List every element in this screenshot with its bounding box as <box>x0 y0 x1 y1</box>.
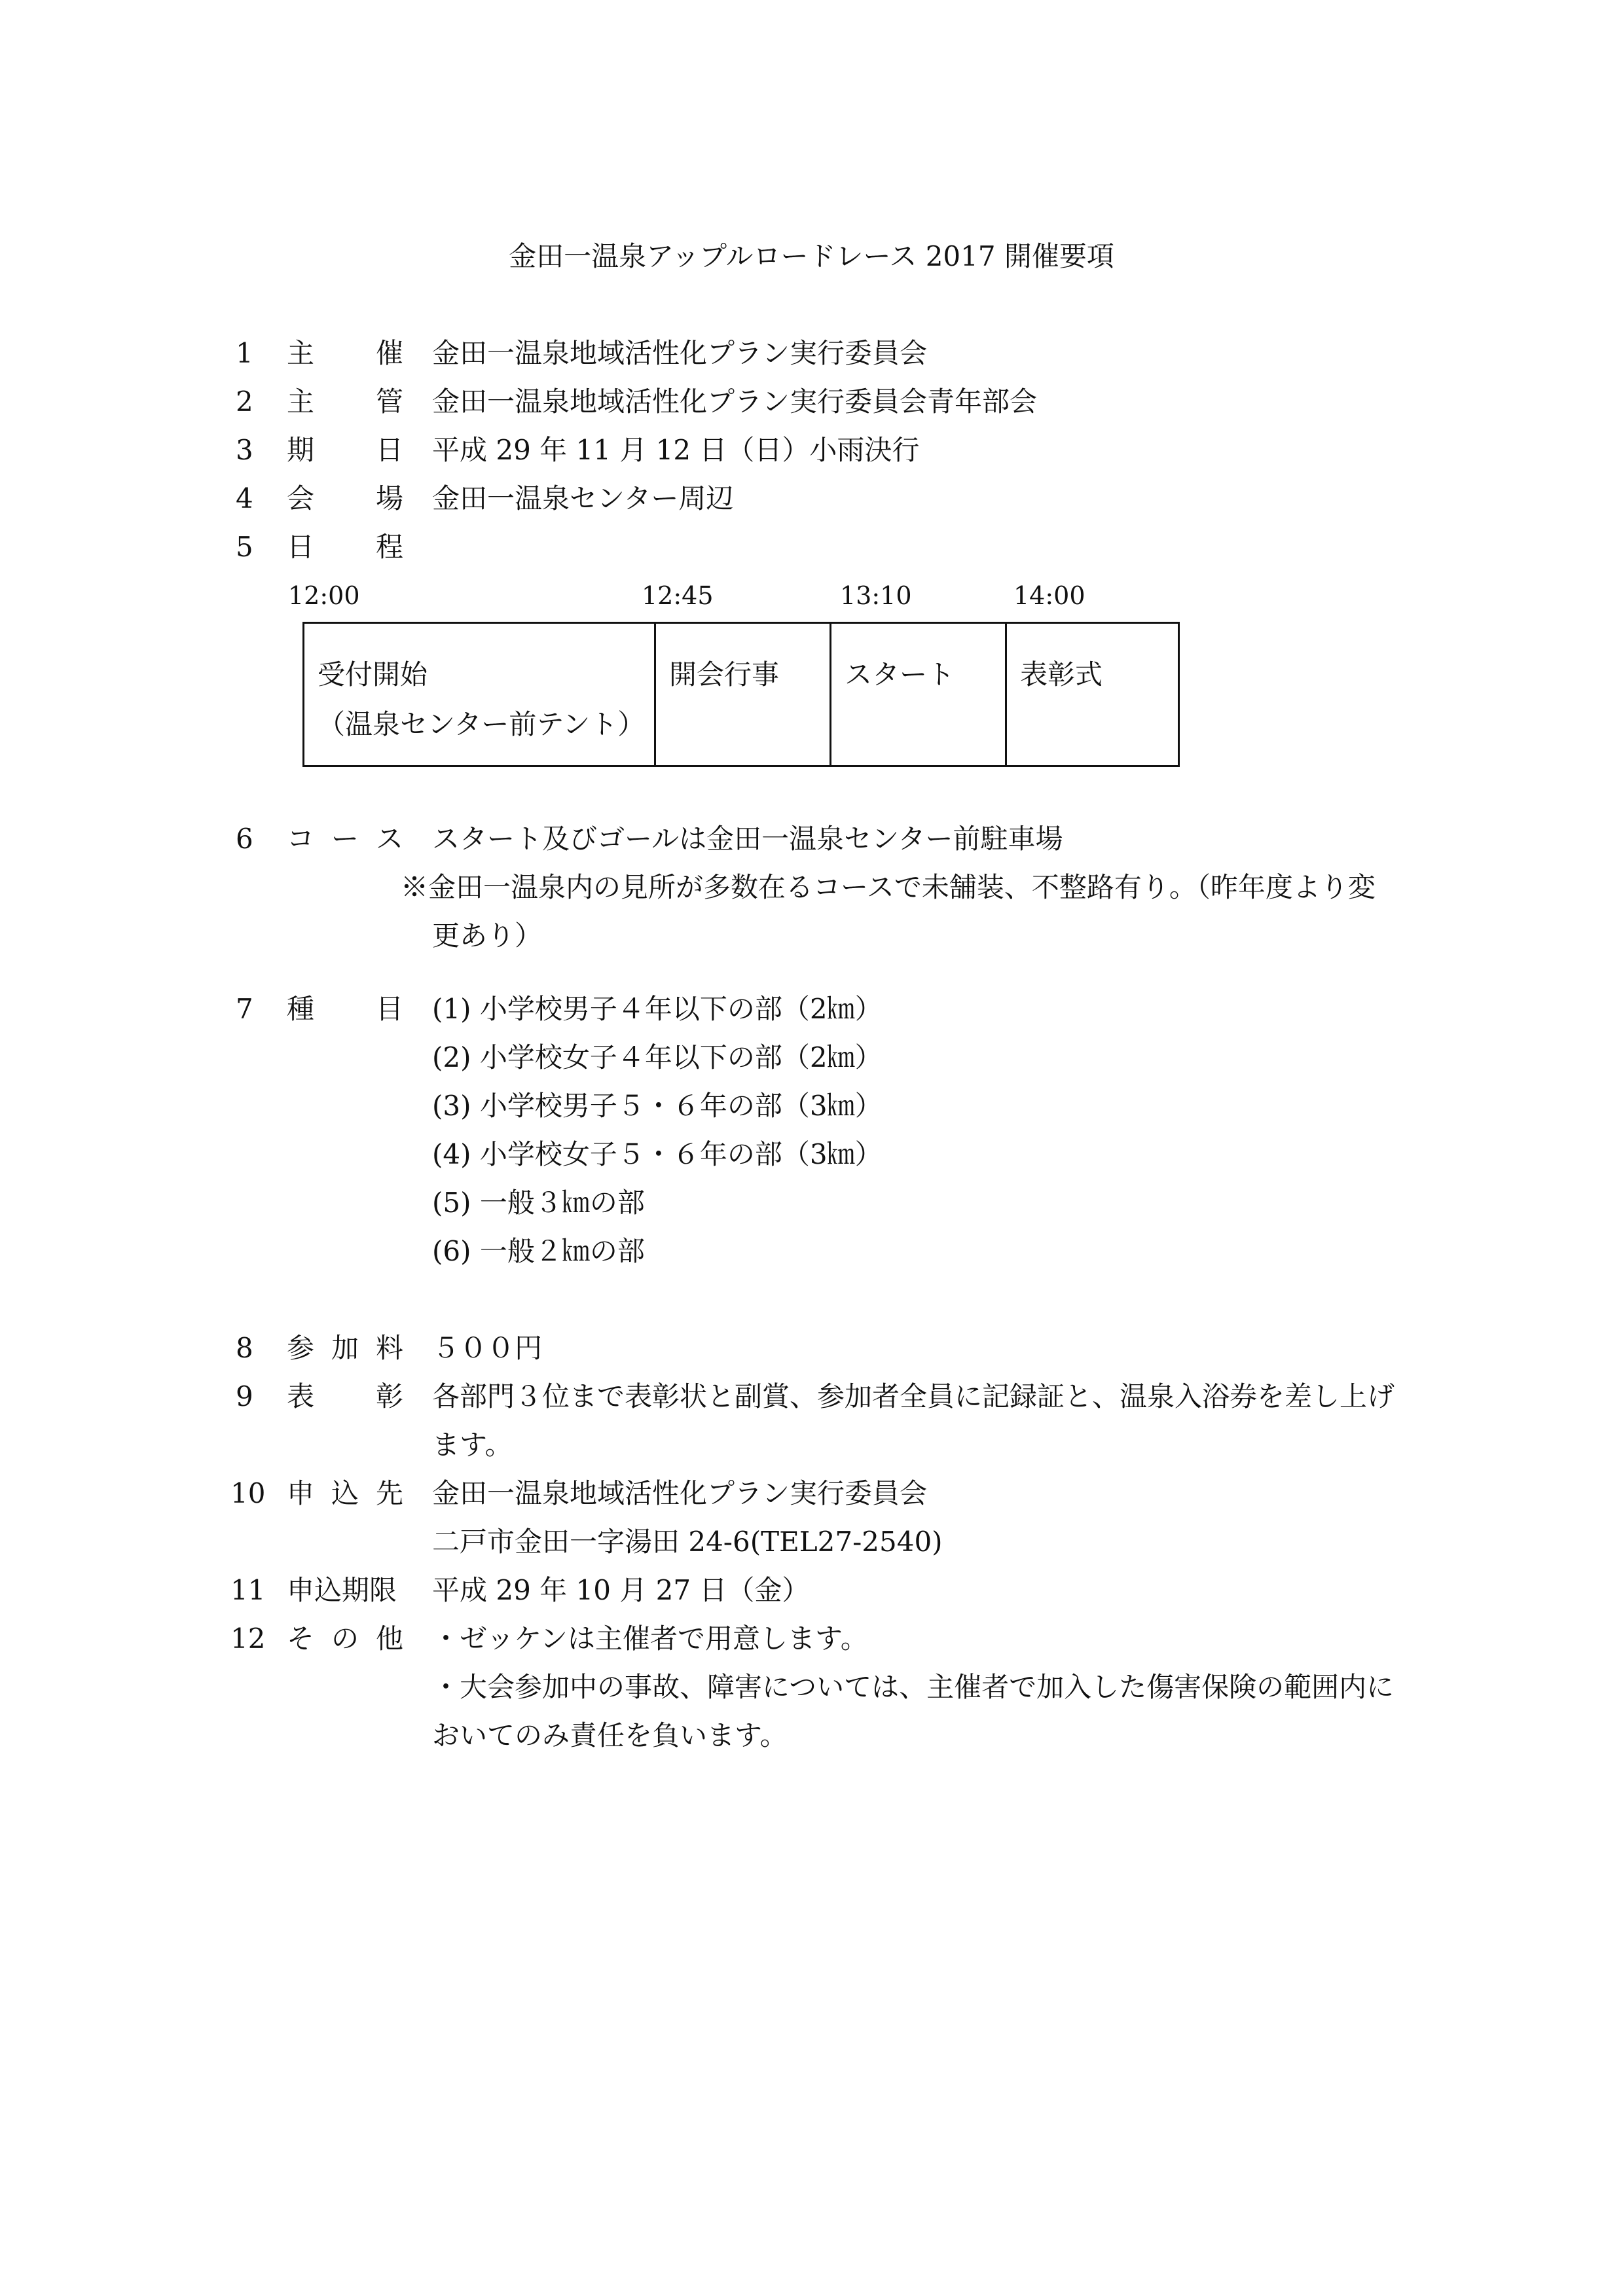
event-entry: (6) 一般２㎞の部 <box>432 1235 645 1267</box>
item-value: 金田一温泉地域活性化プラン実行委員会 <box>432 1477 928 1509</box>
item-value: 金田一温泉センター周辺 <box>432 482 734 514</box>
item-number: 8 <box>236 1332 253 1364</box>
item-date <box>0 431 1623 470</box>
item-events <box>0 990 1623 1029</box>
item-value: スタート及びゴールは金田一温泉センター前駐車場 <box>432 823 1063 855</box>
schedule-cell-reception: 受付開始 （温泉センター前テント） <box>304 624 656 765</box>
schedule-time: 12:00 <box>288 581 360 610</box>
other-note: ・大会参加中の事故、障害については、主催者で加入した傷害保険の範囲内に <box>432 1671 1395 1703</box>
item-value: 平成 29 年 11 月 12 日（日）小雨決行 <box>432 434 920 466</box>
item-organizer <box>0 334 1623 373</box>
item-value: ５００円 <box>432 1332 543 1364</box>
other-note-continued: おいてのみ責任を負います。 <box>432 1719 788 1751</box>
item-fee <box>0 1329 1623 1368</box>
item-number: 11 <box>230 1574 266 1606</box>
award-continued: ます。 <box>432 1429 513 1461</box>
event-entry: (4) 小学校女子５・６年の部（3㎞） <box>432 1138 883 1170</box>
item-label: 参 加 料 <box>287 1332 403 1364</box>
item-label: 申込期限 <box>287 1574 397 1606</box>
course-note: ※金田一温泉内の見所が多数在るコースで未舗装、不整路有り。（昨年度より変 <box>401 871 1376 903</box>
item-label: 主 催 <box>287 337 403 369</box>
item-label: 日 程 <box>287 531 403 563</box>
apply-address: 二戸市金田一字湯田 24-6(TEL27-2540) <box>432 1526 943 1558</box>
item-number: 2 <box>236 386 253 418</box>
item-number: 1 <box>236 337 253 369</box>
item-value: 金田一温泉地域活性化プラン実行委員会 <box>432 337 928 369</box>
item-schedule <box>0 528 1623 567</box>
item-venue <box>0 479 1623 518</box>
item-apply-to <box>0 1474 1623 1513</box>
item-label: 種 目 <box>287 993 403 1025</box>
event-entry: (2) 小学校女子４年以下の部（2㎞） <box>432 1041 883 1073</box>
event-entry: (3) 小学校男子５・６年の部（3㎞） <box>432 1090 883 1122</box>
item-course <box>0 819 1623 859</box>
schedule-time: 13:10 <box>840 581 912 610</box>
item-number: 3 <box>236 434 253 466</box>
document-title: 金田一温泉アップルロードレース 2017 開催要項 <box>509 240 1114 272</box>
item-number: 4 <box>236 482 253 514</box>
item-other <box>0 1619 1623 1659</box>
schedule-table <box>302 622 1180 767</box>
item-number: 7 <box>236 993 253 1025</box>
item-number: 12 <box>230 1623 266 1655</box>
item-label: 主 管 <box>287 386 403 418</box>
item-number: 5 <box>236 531 253 563</box>
event-entry: (1) 小学校男子４年以下の部（2㎞） <box>432 993 883 1025</box>
event-entry: (5) 一般３㎞の部 <box>432 1187 645 1219</box>
schedule-cell-start: スタート <box>831 624 1007 765</box>
schedule-cell-opening: 開会行事 <box>656 624 831 765</box>
item-label: 期 日 <box>287 434 403 466</box>
schedule-time: 12:45 <box>642 581 714 610</box>
item-management <box>0 382 1623 422</box>
item-label: 申 込 先 <box>287 1477 403 1509</box>
item-number: 10 <box>230 1477 266 1509</box>
course-note-continued: 更あり） <box>432 920 543 952</box>
item-value: 各部門３位まで表彰状と副賞、参加者全員に記録証と、温泉入浴券を差し上げ <box>432 1380 1395 1412</box>
schedule-cell-awards: 表彰式 <box>1020 658 1103 691</box>
item-value: ・ゼッケンは主催者で用意します。 <box>432 1623 868 1655</box>
item-label: 表 彰 <box>287 1380 403 1412</box>
item-label: そ の 他 <box>287 1623 403 1655</box>
item-deadline <box>0 1571 1623 1610</box>
item-number: 9 <box>236 1380 253 1412</box>
item-label: コ ー ス <box>287 823 403 855</box>
item-label: 会 場 <box>287 482 403 514</box>
item-value: 金田一温泉地域活性化プラン実行委員会青年部会 <box>432 386 1038 418</box>
schedule-time: 14:00 <box>1013 581 1085 610</box>
item-award <box>0 1377 1623 1416</box>
item-number: 6 <box>236 823 253 855</box>
item-value: 平成 29 年 10 月 27 日（金） <box>432 1574 810 1606</box>
